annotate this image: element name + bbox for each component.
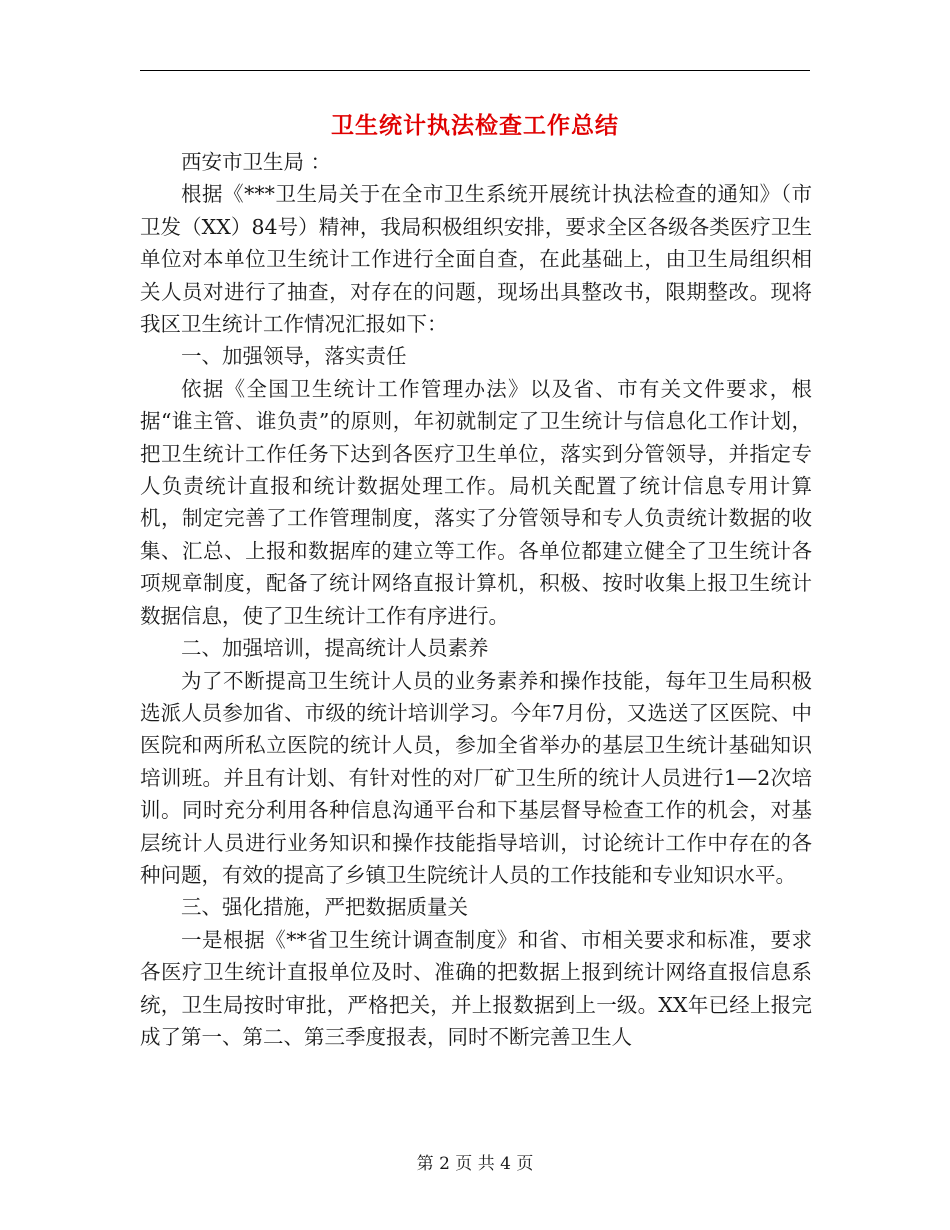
section-heading-2: 二、加强培训，提高统计人员素养 [181,636,489,661]
document-title: 卫生统计执法检查工作总结 [331,112,619,139]
intro-paragraph: 根据《***卫生局关于在全市卫生系统开展统计执法检查的通知》（市卫发（XX）84号）精神，我局积极组织安排，要求全区各级各类医疗卫生单位对本单位卫生统计工作进行全面自查，在此基础上，由卫生局组织相关人员对进行了抽查，对存在的问题，现场出具整改书，限期整改。现将我区卫生统计工作情况汇报如下： [140,182,812,337]
section-paragraph-2: 为了不断提高卫生统计人员的业务素养和操作技能，每年卫生局积极选派人员参加省、市级的统计培训学习。今年7月份，又选送了区医院、中医院和两所私立医院的统计人员，参加全省举办的基层卫生统计基础知识培训班。并且有计划、有针对性的对厂矿卫生所的统计人员进行1—2次培训。同时充分利用各种信息沟通平台和下基层督导检查工作的机会，对基层统计人员进行业务知识和操作技能指导培训，讨论统计工作中存在的各种问题，有效的提高了乡镇卫生院统计人员的工作技能和专业知识水平。 [140,668,812,887]
section-paragraph-3: 一是根据《**省卫生统计调查制度》和省、市相关要求和标准，要求各医疗卫生统计直报单位及时、准确的把数据上报到统计网络直报信息系统，卫生局按时审批，严格把关，并上报数据到上一级。XX年已经上报完成了第一、第二、第三季度报表，同时不断完善卫生人 [140,927,812,1049]
page-number-footer: 第 2 页 共 4 页 [416,1154,534,1174]
salutation-paragraph: 西安市卫生局 ： [181,150,332,174]
section-heading-1: 一、加强领导，落实责任 [181,344,407,369]
header-rule [140,70,810,71]
section-paragraph-1: 依据《全国卫生统计工作管理办法》以及省、市有关文件要求，根据“谁主管、谁负责”的原则，年初就制定了卫生统计与信息化工作计划，把卫生统计工作任务下达到各医疗卫生单位，落实到分管领导，并指定专人负责统计直报和统计数据处理工作。局机关配置了统计信息专用计算机，制定完善了工作管理制度，落实了分管领导和专人负责统计数据的收集、汇总、上报和数据库的建立等工作。各单位都建立健全了卫生统计各项规章制度，配备了统计网络直报计算机，积极、按时收集上报卫生统计数据信息，使了卫生统计工作有序进行。 [140,376,812,628]
section-heading-3: 三、强化措施，严把数据质量关 [181,895,468,920]
document-body [140,146,812,1053]
